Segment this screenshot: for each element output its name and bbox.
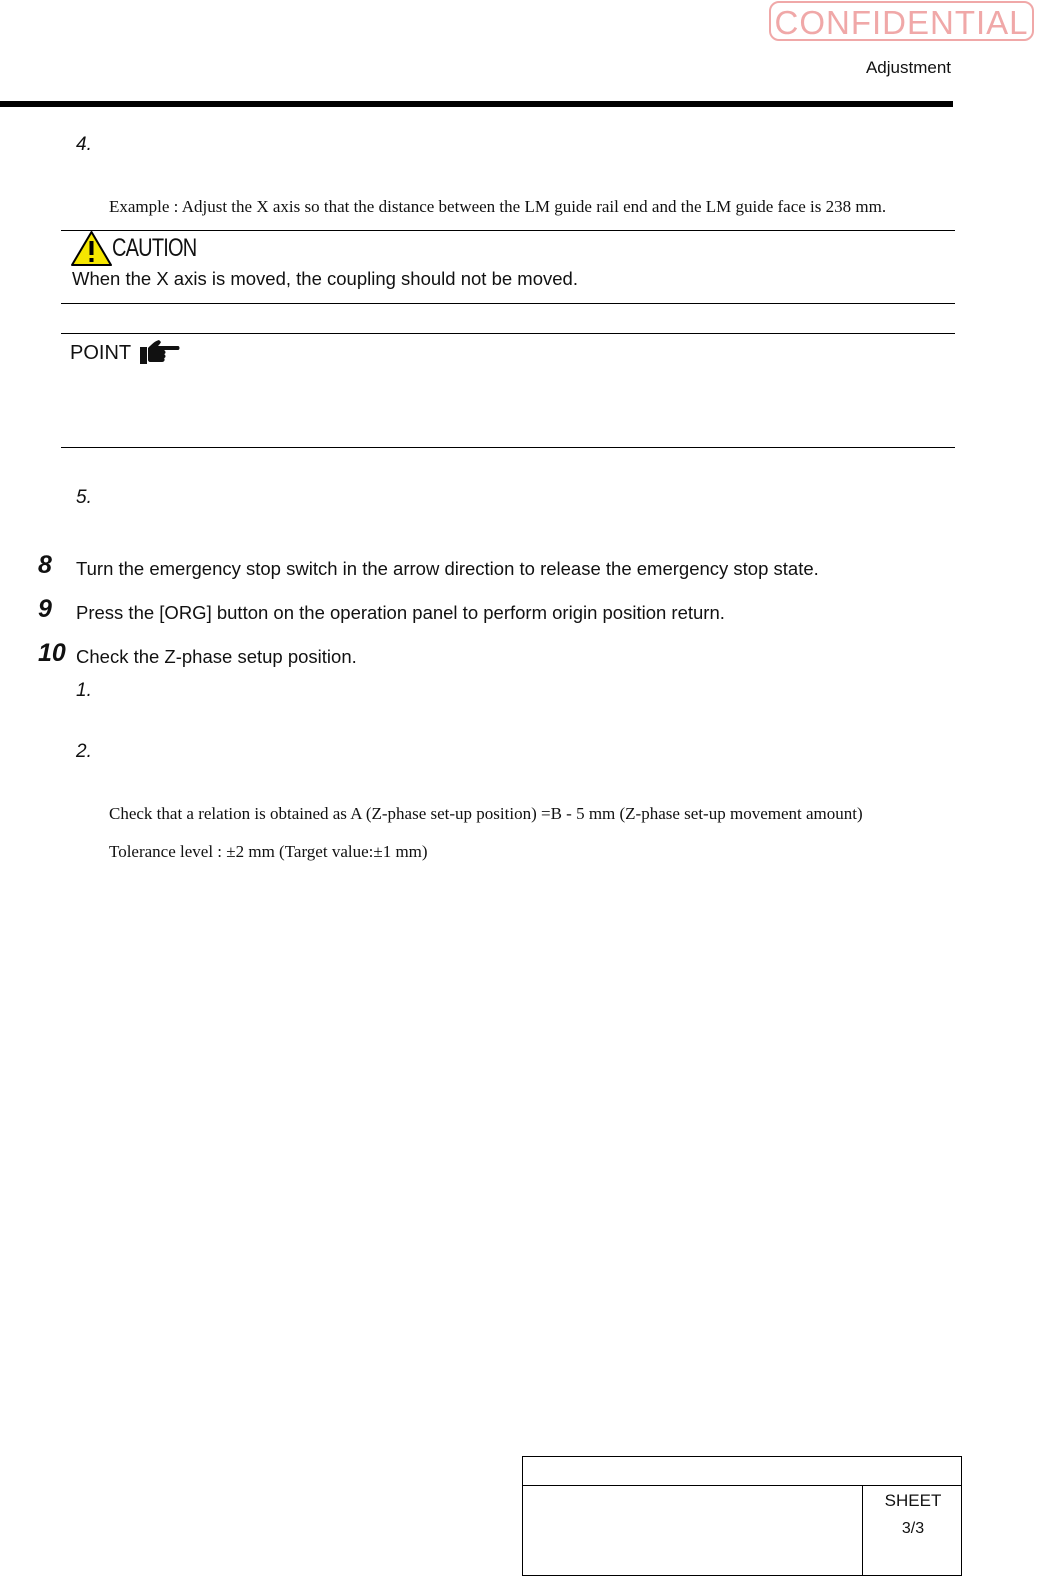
substep-4-number: 4. (76, 134, 92, 155)
pointing-hand-icon (138, 338, 180, 366)
step-10-number: 10 (38, 639, 66, 667)
step-10-text: Check the Z-phase setup position. (76, 646, 357, 667)
sheet-label: SHEET (884, 1491, 942, 1510)
title-block (522, 1456, 962, 1576)
caution-title: CAUTION (112, 234, 197, 262)
section-title: Adjustment (865, 58, 951, 77)
caution-top-rule (61, 230, 955, 231)
point-top-rule (61, 333, 955, 334)
relation-check-note: Check that a relation is obtained as A (Z-phase set-up position) =B - 5 mm (Z-phase set-up movement amount) (109, 804, 863, 823)
point-title: POINT (70, 342, 132, 364)
caution-text: When the X axis is moved, the coupling should not be moved. (72, 268, 578, 289)
tolerance-note: Tolerance level : ±2 mm (Target value:±1 mm) (109, 842, 428, 861)
step-8-number: 8 (38, 551, 52, 579)
header-rule (0, 101, 953, 107)
sheet-number: 3/3 (901, 1520, 925, 1537)
substep-4-example: Example : Adjust the X axis so that the distance between the LM guide rail end and the LM guide face is 238 mm. (109, 197, 887, 216)
step-8-text: Turn the emergency stop switch in the arrow direction to release the emergency stop state. (76, 558, 819, 579)
confidential-stamp: CONFIDENTIAL (769, 1, 1034, 41)
title-block-top-row (523, 1457, 961, 1486)
caution-bottom-rule (61, 303, 955, 304)
warning-triangle-icon (70, 230, 113, 267)
step-10-substep-2-number: 2. (76, 741, 92, 762)
substep-5-number: 5. (76, 487, 92, 508)
step-9-text: Press the [ORG] button on the operation panel to perform origin position return. (76, 602, 725, 623)
step-9-number: 9 (38, 595, 52, 623)
point-bottom-rule (61, 447, 955, 448)
step-10-substep-1-number: 1. (76, 680, 92, 701)
